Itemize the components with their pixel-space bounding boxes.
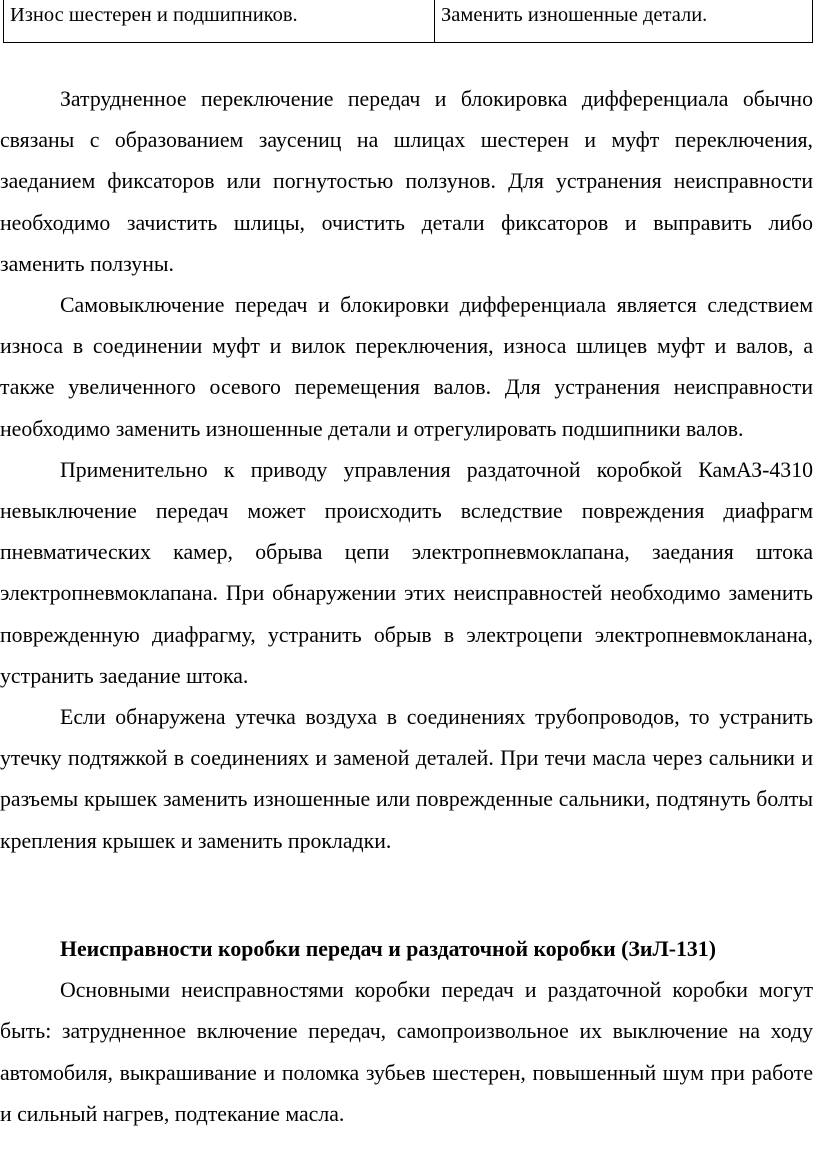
section-block xyxy=(0,929,813,1135)
table-cell-fault: Износ шестерен и подшипников. xyxy=(4,0,435,43)
paragraph-air-oil-leak: Если обнаружена утечка воздуха в соединениях трубопроводов, то устранить утечку подтяжкой в соединениях и заменой деталей. При течи масла через сальники и разъемы крышек заменить изношенные или поврежденные сальники, подтянуть болты крепления крышек и заменить прокладки. xyxy=(0,705,813,853)
paragraph-main-faults: Основными неисправностями коробки передач и раздаточной коробки могут быть: затрудненное включение передач, самопроизвольное их выключение на ходу автомобиля, выкрашивание и поломка зубьев шестерен, повышенный шум при работе и сильный нагрев, подтекание масла. xyxy=(0,978,813,1126)
paragraph-kamaz-transfer-case: Применительно к приводу управления раздаточной коробкой КамАЗ-4310 невыключение передач может происходить вследствие повреждения диафрагм пневматических камер, обрыва цепи электропневмоклапана, заедания штока электропневмоклапана. При обнаружении этих неисправностей необходимо заменить поврежденную диафрагму, устранить обрыв в электроцепи электропневмокланана, устранить заедание штока. xyxy=(0,457,813,688)
faults-table-fragment xyxy=(3,0,813,43)
paragraph-gear-shifting: Затрудненное переключение передач и блокировка дифференциала обычно связаны с образованием заусениц на шлицах шестерен и муфт переключения, заеданием фиксаторов или погнутостью ползунов. Для устранения неисправности необходимо зачистить шлицы, очистить детали фиксаторов и выправить либо заменить ползуны. xyxy=(0,87,813,276)
table-cell-remedy: Заменить изношенные детали. xyxy=(435,0,813,43)
body-text-block xyxy=(0,79,813,862)
table-row xyxy=(4,0,813,43)
section-heading: Неисправности коробки передач и раздаточной коробки (ЗиЛ-131) xyxy=(60,937,716,961)
paragraph-self-disengagement: Самовыключение передач и блокировки дифференциала является следствием износа в соединении муфт и вилок переключения, износа шлицев муфт и валов, а также увеличенного осевого перемещения валов. Для устранения неисправности необходимо заменить изношенные детали и отрегулировать подшипники валов. xyxy=(0,293,813,441)
